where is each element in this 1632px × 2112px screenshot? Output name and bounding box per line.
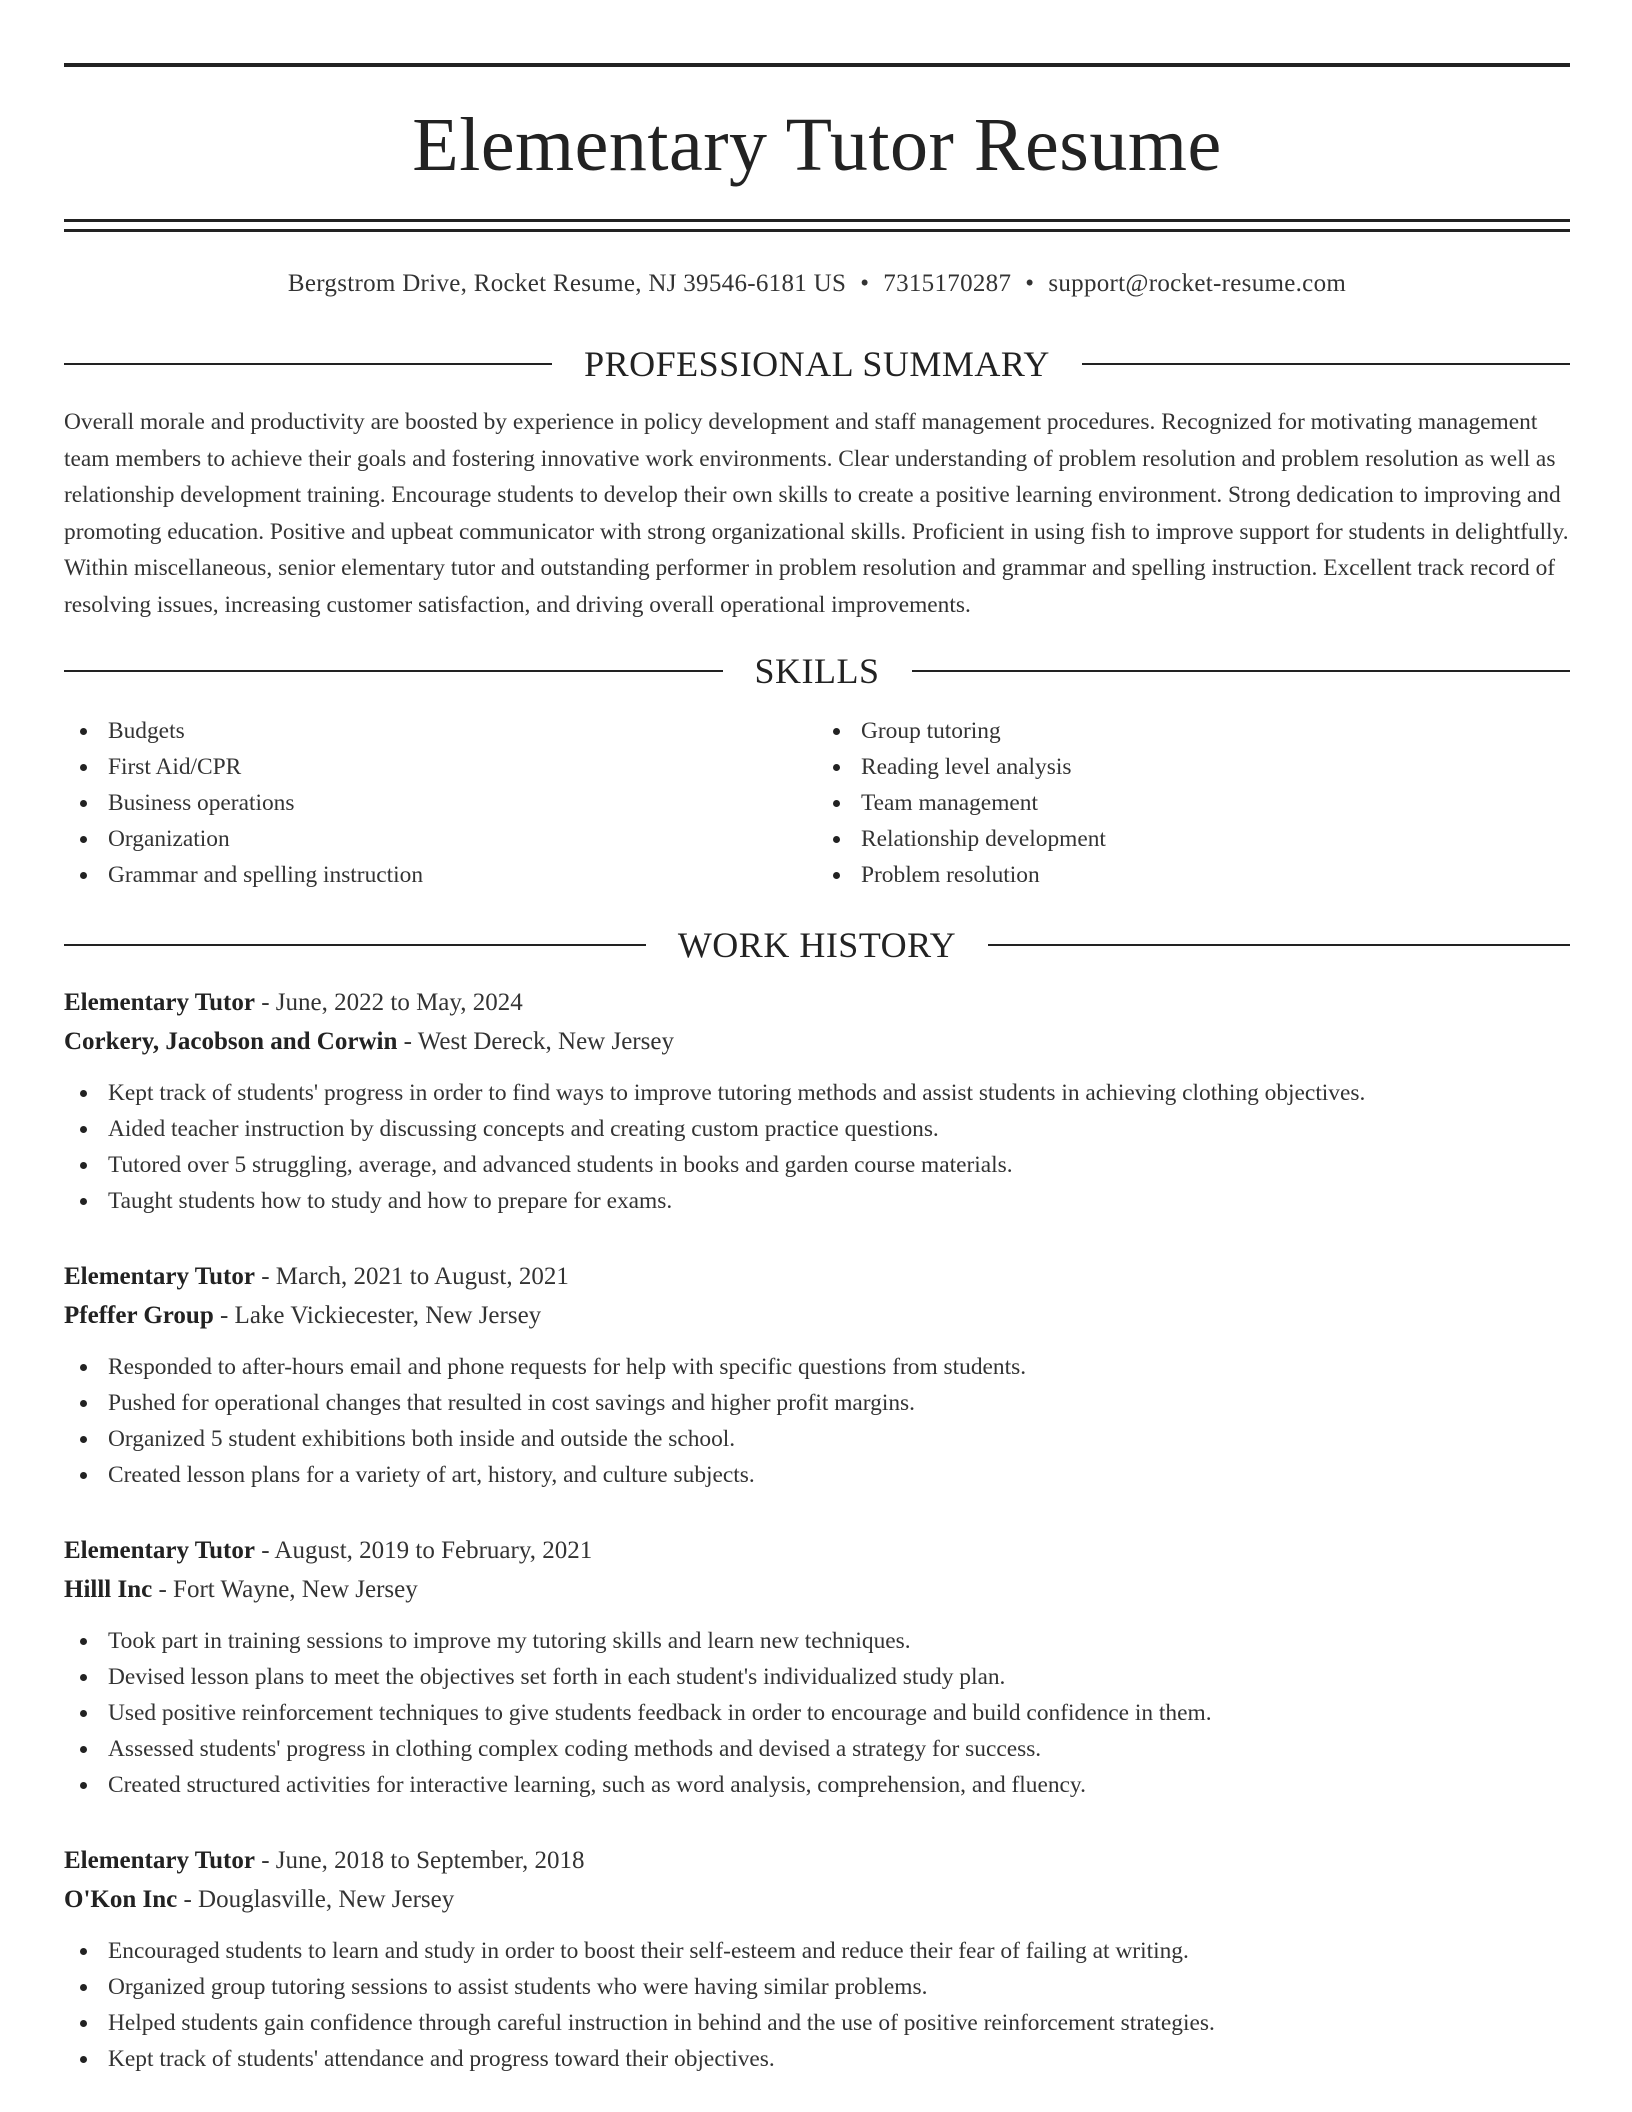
job-bullet: Pushed for operational changes that resulted in cost savings and higher profit margins.	[64, 1385, 1570, 1421]
job-company: Pfeffer Group	[64, 1302, 214, 1329]
job-entry	[64, 983, 1570, 1219]
job-company-line	[64, 1022, 1570, 1061]
job-bullet: Organized group tutoring sessions to assist students who were having similar problems.	[64, 1969, 1570, 2005]
skill-item: Problem resolution	[817, 857, 1570, 893]
job-dates: - August, 2019 to February, 2021	[254, 1537, 593, 1564]
job-title: Elementary Tutor	[64, 1847, 255, 1874]
work-heading	[64, 927, 1570, 963]
summary-heading-label: PROFESSIONAL SUMMARY	[584, 344, 1050, 384]
job-title-line	[64, 1531, 1570, 1570]
job-bullet: Created structured activities for interactive learning, such as word analysis, comprehension, and fluency.	[64, 1767, 1570, 1803]
heading-rule	[988, 944, 1570, 946]
job-company: Hilll Inc	[64, 1576, 153, 1603]
work-heading-label: WORK HISTORY	[677, 925, 957, 965]
job-bullet: Devised lesson plans to meet the objectives set forth in each student's individualized study plan.	[64, 1659, 1570, 1695]
skill-item: Reading level analysis	[817, 749, 1570, 785]
job-bullets	[64, 1349, 1570, 1493]
job-bullet: Encouraged students to learn and study in order to boost their self-esteem and reduce their fear of failing at writing.	[64, 1933, 1570, 1969]
job-title: Elementary Tutor	[64, 989, 255, 1016]
top-rule	[64, 63, 1570, 67]
job-bullet: Kept track of students' progress in order to find ways to improve tutoring methods and assist students in achieving clothing objectives.	[64, 1075, 1570, 1111]
contact-email: support@rocket-resume.com	[1048, 270, 1347, 297]
job-entry	[64, 1531, 1570, 1803]
job-title-line	[64, 983, 1570, 1022]
job-entry	[64, 1257, 1570, 1493]
job-bullet: Created lesson plans for a variety of art, history, and culture subjects.	[64, 1457, 1570, 1493]
job-title-line	[64, 1841, 1570, 1880]
summary-text: Overall morale and productivity are boosted by experience in policy development and staff management procedures. Recognized for motivating management team members to achieve their goals and fostering innovative work environments. Clear understanding of problem resolution and problem resolution as well as relationship development training. Encourage students to develop their own skills to create a positive learning environment. Strong dedication to improving and promoting education. Positive and upbeat communicator with strong organizational skills. Proficient in using fish to improve support for students in delightfully. Within miscellaneous, senior elementary tutor and outstanding performer in problem resolution and grammar and spelling instruction. Excellent track record of resolving issues, increasing customer satisfaction, and driving overall operational improvements.	[64, 409, 1569, 618]
skill-item: Group tutoring	[817, 713, 1570, 749]
job-bullet: Responded to after-hours email and phone requests for help with specific questions from students.	[64, 1349, 1570, 1385]
skills-column-left	[64, 713, 817, 893]
contact-separator: •	[860, 270, 870, 297]
job-bullets	[64, 1933, 1570, 2077]
job-bullet: Used positive reinforcement techniques to give students feedback in order to encourage and build confidence in them.	[64, 1695, 1570, 1731]
job-company-line	[64, 1296, 1570, 1335]
job-company: Corkery, Jacobson and Corwin	[64, 1028, 398, 1055]
job-bullet: Kept track of students' attendance and progress toward their objectives.	[64, 2041, 1570, 2077]
contact-line	[64, 270, 1570, 298]
heading-rule	[912, 670, 1571, 672]
job-bullet: Helped students gain confidence through careful instruction in behind and the use of positive reinforcement strategies.	[64, 2005, 1570, 2041]
job-title: Elementary Tutor	[64, 1537, 255, 1564]
contact-phone: 7315170287	[883, 270, 1012, 297]
skill-item: Relationship development	[817, 821, 1570, 857]
skill-item: Team management	[817, 785, 1570, 821]
job-dates: - June, 2018 to September, 2018	[254, 1847, 585, 1874]
job-company-line	[64, 1880, 1570, 1919]
job-location: - Lake Vickiecester, New Jersey	[213, 1302, 542, 1329]
skill-item: Business operations	[64, 785, 817, 821]
skills-heading-label: SKILLS	[754, 651, 880, 691]
job-bullet: Tutored over 5 struggling, average, and advanced students in books and garden course materials.	[64, 1147, 1570, 1183]
job-bullet: Took part in training sessions to improve my tutoring skills and learn new techniques.	[64, 1623, 1570, 1659]
contact-address: Bergstrom Drive, Rocket Resume, NJ 39546-6181 US	[287, 270, 847, 297]
skill-item: First Aid/CPR	[64, 749, 817, 785]
skills-list	[64, 713, 1570, 893]
job-dates: - March, 2021 to August, 2021	[254, 1263, 569, 1290]
resume-title: Elementary Tutor Resume	[412, 103, 1222, 187]
job-entry	[64, 1841, 1570, 2077]
job-title: Elementary Tutor	[64, 1263, 255, 1290]
job-location: - Fort Wayne, New Jersey	[152, 1576, 418, 1603]
heading-rule	[1082, 363, 1570, 365]
job-bullet: Organized 5 student exhibitions both inside and outside the school.	[64, 1421, 1570, 1457]
job-bullet: Assessed students' progress in clothing complex coding methods and devised a strategy for success.	[64, 1731, 1570, 1767]
job-title-line	[64, 1257, 1570, 1296]
job-bullets	[64, 1623, 1570, 1803]
skill-item: Grammar and spelling instruction	[64, 857, 817, 893]
title-double-rule	[64, 219, 1570, 232]
job-location: - West Dereck, New Jersey	[397, 1028, 674, 1055]
skill-item: Budgets	[64, 713, 817, 749]
resume-page	[64, 0, 1570, 2077]
job-bullets	[64, 1075, 1570, 1219]
skills-heading	[64, 653, 1570, 689]
job-company: O'Kon Inc	[64, 1886, 178, 1913]
heading-rule	[64, 944, 646, 946]
skill-item: Organization	[64, 821, 817, 857]
job-bullet: Taught students how to study and how to prepare for exams.	[64, 1183, 1570, 1219]
job-company-line	[64, 1570, 1570, 1609]
skills-column-right	[817, 713, 1570, 893]
heading-rule	[64, 363, 552, 365]
job-location: - Douglasville, New Jersey	[177, 1886, 455, 1913]
contact-separator: •	[1025, 270, 1035, 297]
job-dates: - June, 2022 to May, 2024	[254, 989, 523, 1016]
heading-rule	[64, 670, 723, 672]
summary-heading	[64, 346, 1570, 382]
job-bullet: Aided teacher instruction by discussing concepts and creating custom practice questions.	[64, 1111, 1570, 1147]
